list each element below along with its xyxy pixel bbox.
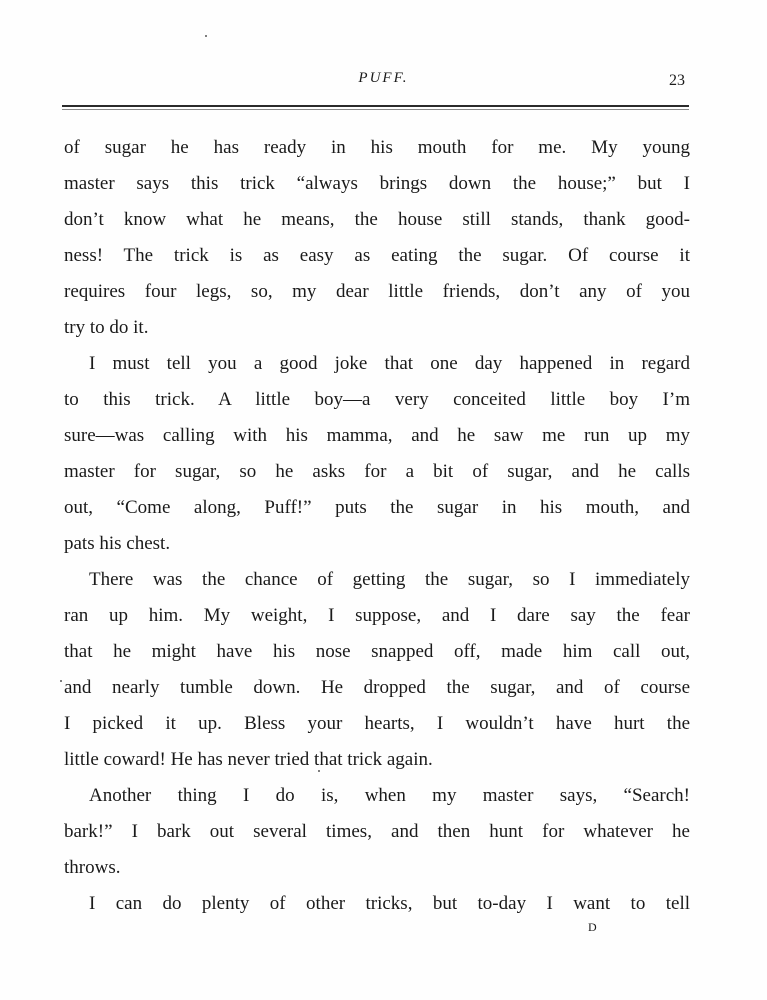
text-line: ran up him. My weight, I suppose, and I dare say the fear	[64, 605, 690, 626]
text-line: don’t know what he means, the house still stands, thank good-	[64, 209, 690, 230]
header-rule	[62, 105, 689, 107]
text-line: of sugar he has ready in his mouth for me. My young	[64, 137, 690, 158]
text-line: ness! The trick is as easy as eating the sugar. Of course it	[64, 245, 690, 266]
paper-speck	[205, 35, 207, 37]
text-line: throws.	[64, 857, 121, 878]
text-line: try to do it.	[64, 317, 149, 338]
text-line: that he might have his nose snapped off, made him call out,	[64, 641, 690, 662]
signature-mark: D	[588, 920, 598, 934]
text-line: master for sugar, so he asks for a bit of sugar, and he calls	[64, 461, 690, 482]
text-line: bark!” I bark out several times, and then hunt for whatever he	[64, 821, 690, 842]
text-line: pats his chest.	[64, 533, 171, 554]
text-line: I picked it up. Bless your hearts, I wouldn’t have hurt the	[64, 713, 690, 734]
text-line: There was the chance of getting the sugar, so I immediately	[89, 569, 690, 590]
text-line: little coward! He has never tried that trick again.	[64, 749, 433, 770]
text-line: I can do plenty of other tricks, but to-day I want to tell	[89, 893, 690, 914]
text-line: sure—was calling with his mamma, and he saw me run up my	[64, 425, 690, 446]
text-line: requires four legs, so, my dear little friends, don’t any of you	[64, 281, 690, 302]
running-title: PUFF.	[358, 70, 409, 86]
text-line: I must tell you a good joke that one day happened in regard	[89, 353, 690, 374]
text-line: out, “Come along, Puff!” puts the sugar in his mouth, and	[64, 497, 690, 518]
text-line: and nearly tumble down. He dropped the sugar, and of course	[64, 677, 690, 698]
text-line: master says this trick “always brings down the house;” but I	[64, 173, 690, 194]
body-text	[64, 130, 690, 922]
running-head	[0, 68, 767, 92]
paper-speck	[60, 680, 62, 682]
page-number: 23	[669, 72, 685, 89]
text-line: to this trick. A little boy—a very conceited little boy I’m	[64, 389, 690, 410]
text-line: Another thing I do is, when my master says, “Search!	[89, 785, 690, 806]
